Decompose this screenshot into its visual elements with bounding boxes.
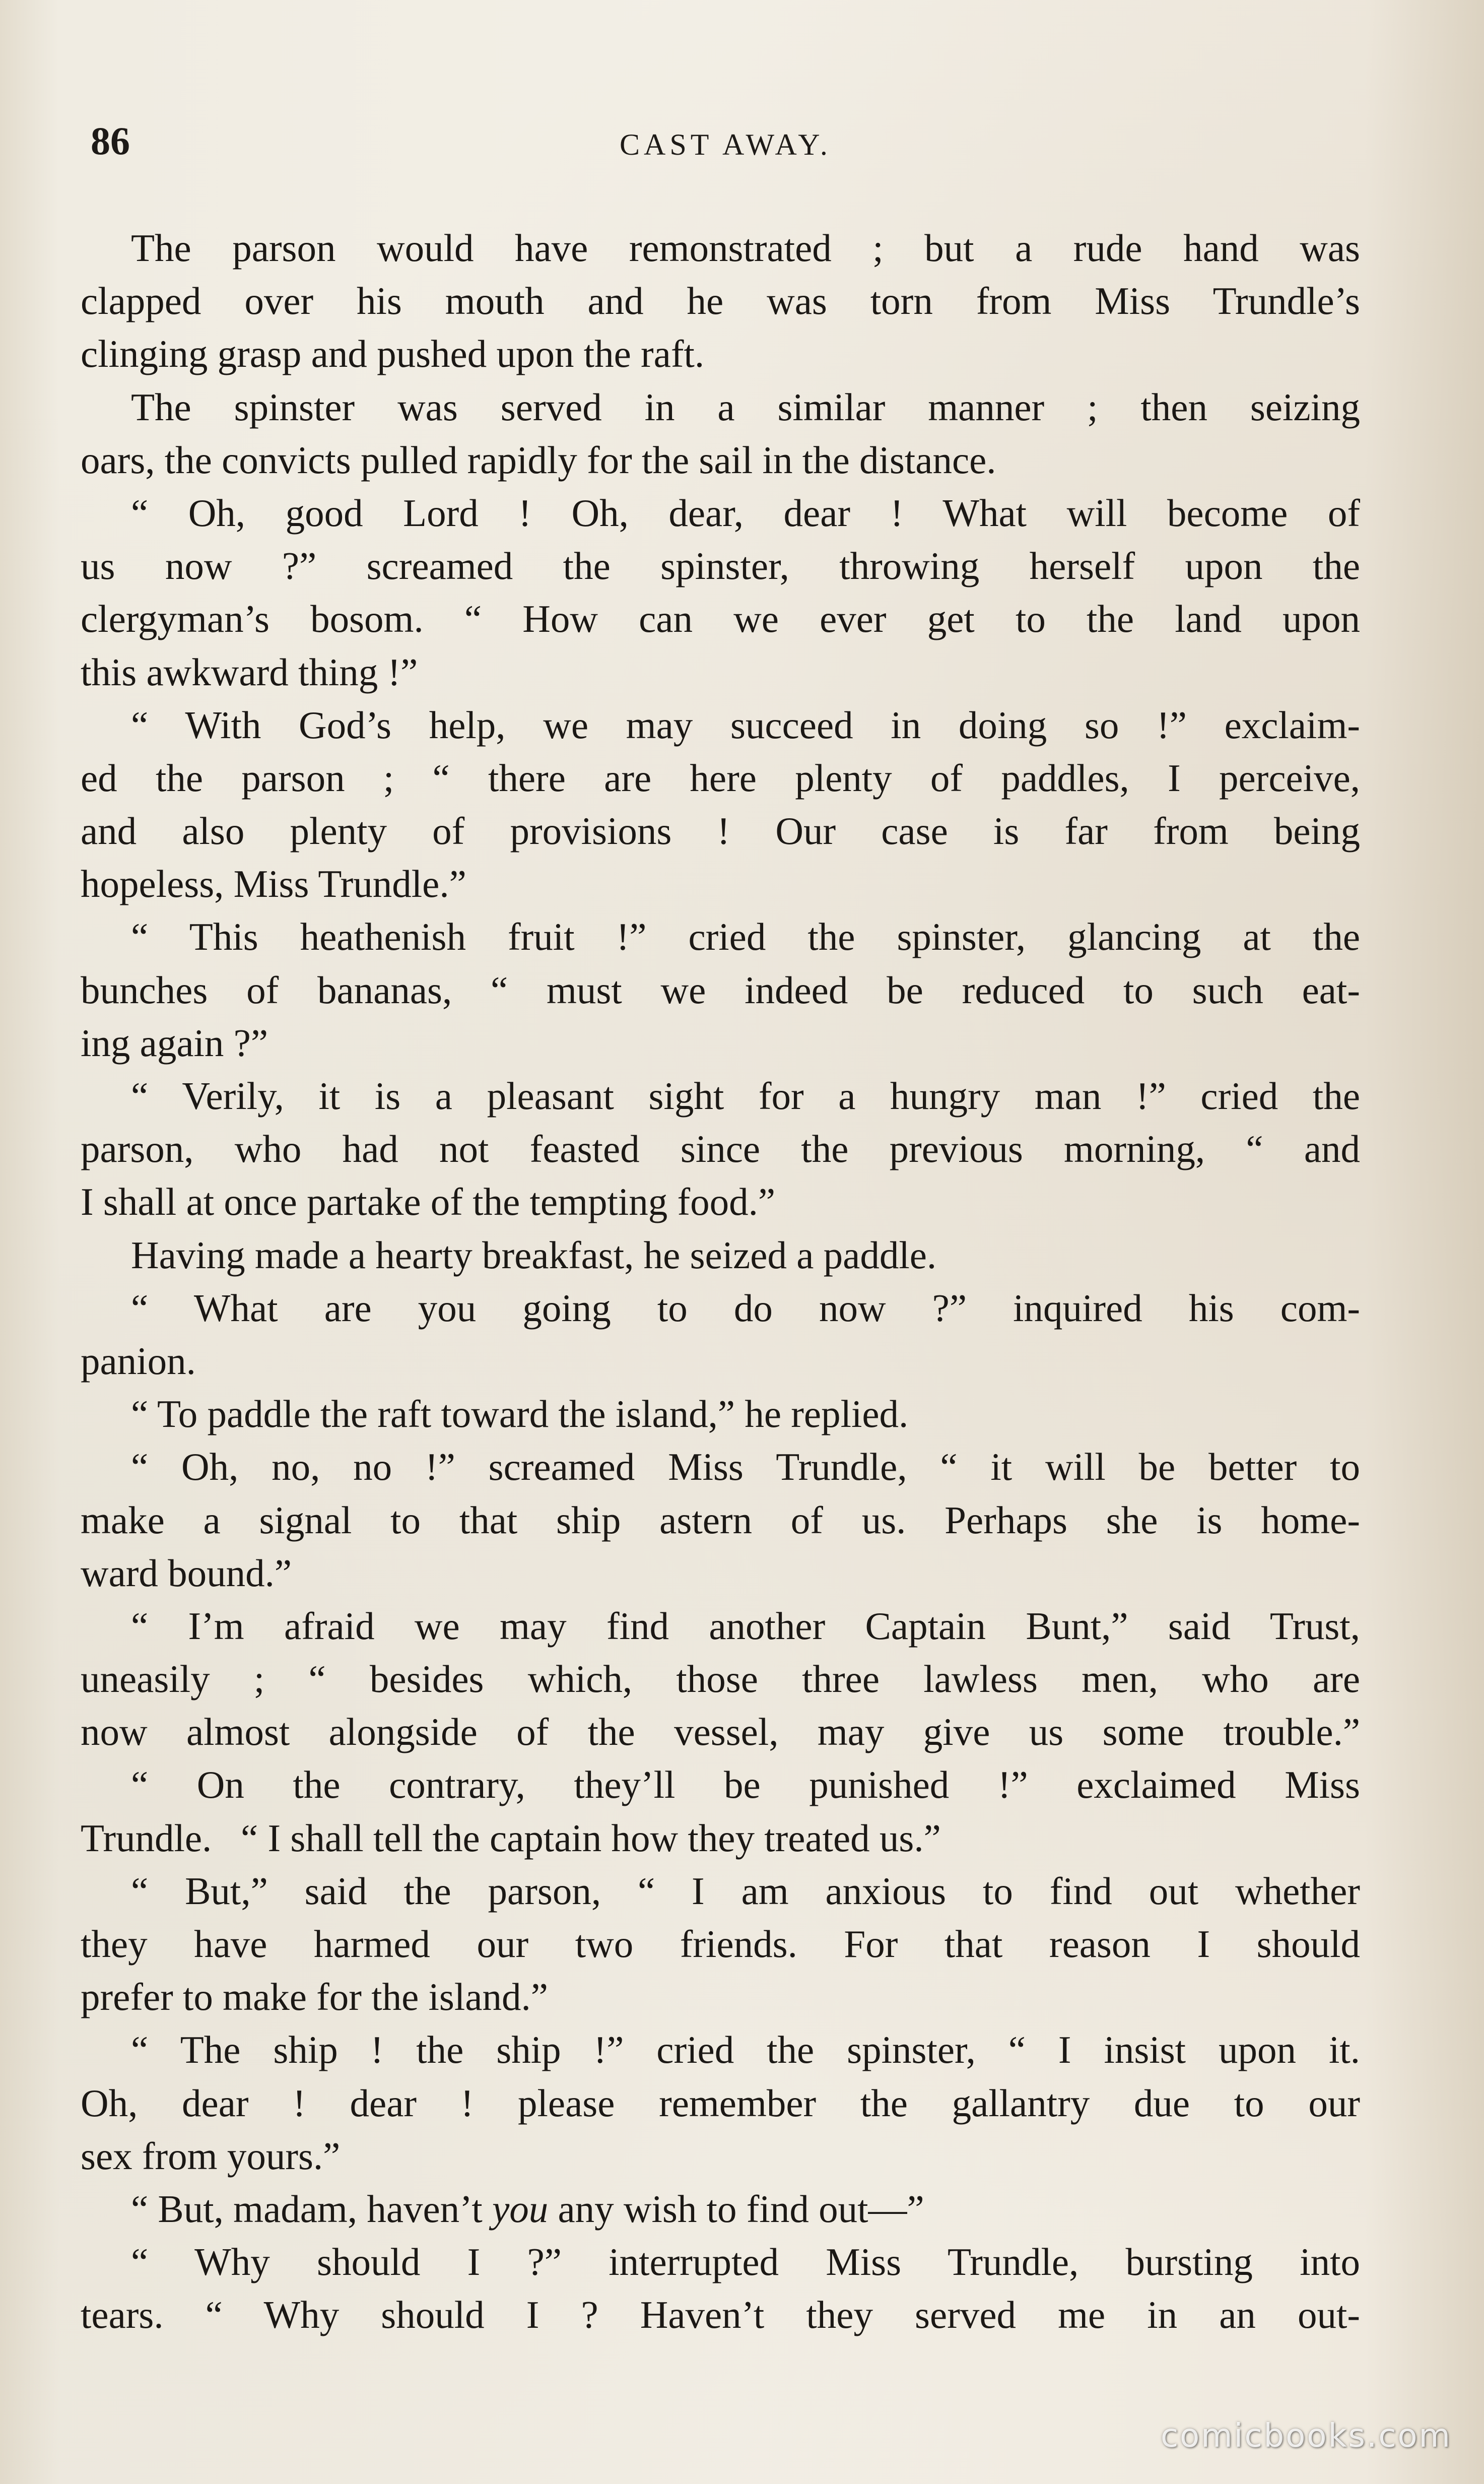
text-line xyxy=(81,2077,1360,2130)
text-line xyxy=(81,1547,1360,1600)
page-number: 86 xyxy=(91,119,130,163)
text-line xyxy=(81,1017,1360,1070)
text-line xyxy=(81,434,1360,487)
text-line xyxy=(81,328,1360,380)
text-line-content: “ I’m afraid we may find another Captain Bunt,” said Trust, xyxy=(131,1604,1360,1648)
text-line xyxy=(81,1388,1360,1441)
text-line-content: clapped over his mouth and he was torn from Miss Trundle’s xyxy=(81,279,1360,323)
text-line-content: “ But,” said the parson, “ I am anxious to find out whether xyxy=(131,1869,1360,1913)
text-line-content: The parson would have remonstrated ; but a rude hand was xyxy=(131,226,1360,270)
text-line xyxy=(81,805,1360,858)
text-line-content: oars, the convicts pulled rapidly for the sail in the distance. xyxy=(81,438,996,482)
text-line xyxy=(81,2183,1360,2236)
text-line xyxy=(81,275,1360,328)
text-line xyxy=(81,1494,1360,1547)
text-line-content: “ The ship ! the ship !” cried the spinster, “ I insist upon it. xyxy=(131,2028,1360,2072)
text-line-content: “ What are you going to do now ?” inquired his com- xyxy=(131,1286,1360,1330)
text-line-content: ing again ?” xyxy=(81,1021,268,1065)
text-line-content: and also plenty of provisions ! Our case is far from being xyxy=(81,809,1360,853)
text-line xyxy=(81,1070,1360,1123)
text-line-content: “ Verily, it is a pleasant sight for a hungry man !” cried the xyxy=(131,1074,1360,1118)
text-line-content: panion. xyxy=(81,1339,196,1383)
running-title: CAST AWAY. xyxy=(620,128,832,161)
text-line-content: “ Why should I ?” interrupted Miss Trundle, bursting into xyxy=(131,2240,1360,2284)
text-line-content: prefer to make for the island.” xyxy=(81,1975,548,2019)
text-line xyxy=(81,1865,1360,1918)
text-line xyxy=(81,1282,1360,1335)
text-line-content: “ Oh, no, no !” screamed Miss Trundle, “ it will be better to xyxy=(131,1445,1360,1489)
text-line-content: uneasily ; “ besides which, those three lawless men, who are xyxy=(81,1657,1360,1701)
text-line xyxy=(81,699,1360,752)
text-line-content: “ On the contrary, they’ll be punished !” exclaimed Miss xyxy=(131,1763,1360,1807)
text-line xyxy=(81,646,1360,699)
text-line-content: ed the parson ; “ there are here plenty of paddles, I perceive, xyxy=(81,756,1360,800)
text-line-content: Oh, dear ! dear ! please remember the gallantry due to our xyxy=(81,2081,1360,2125)
text-line xyxy=(81,2023,1360,2076)
text-line xyxy=(81,1653,1360,1706)
text-line xyxy=(81,593,1360,645)
text-line-content: I shall at once partake of the tempting food.” xyxy=(81,1180,776,1224)
text-line xyxy=(81,2236,1360,2289)
text-line xyxy=(81,2289,1360,2341)
text-line xyxy=(81,910,1360,963)
text-line-content: Trundle. “ I shall tell the captain how they treated us.” xyxy=(81,1816,941,1860)
text-line-content: clinging grasp and pushed upon the raft. xyxy=(81,332,705,376)
text-line-content: “ This heathenish fruit !” cried the spinster, glancing at the xyxy=(131,915,1360,959)
text-line-content: “ But, madam, haven’t you any wish to find out—” xyxy=(131,2187,924,2231)
text-line xyxy=(81,381,1360,434)
page-header xyxy=(91,118,1380,179)
text-line-content: Having made a hearty breakfast, he seized a paddle. xyxy=(131,1233,937,1277)
text-line xyxy=(81,1123,1360,1175)
text-line-content: make a signal to that ship astern of us. Perhaps she is home- xyxy=(81,1498,1360,1542)
text-line xyxy=(81,540,1360,593)
text-line xyxy=(81,1918,1360,1971)
text-line xyxy=(81,1812,1360,1865)
text-line-content: this awkward thing !” xyxy=(81,650,418,694)
body-text xyxy=(81,222,1360,2342)
text-line xyxy=(81,1335,1360,1388)
text-line-content: clergyman’s bosom. “ How can we ever get to the land upon xyxy=(81,597,1360,641)
text-line xyxy=(81,1706,1360,1758)
text-line-content: “ With God’s help, we may succeed in doing so !” exclaim- xyxy=(131,703,1360,747)
watermark: comicbooks.com xyxy=(1160,2417,1452,2455)
text-line-content: “ Oh, good Lord ! Oh, dear, dear ! What will become of xyxy=(131,491,1360,535)
text-line xyxy=(81,1229,1360,1282)
text-line xyxy=(81,1175,1360,1228)
text-line xyxy=(81,487,1360,540)
text-line-content: they have harmed our two friends. For that reason I should xyxy=(81,1922,1360,1966)
text-line xyxy=(81,222,1360,275)
text-line xyxy=(81,752,1360,805)
text-line xyxy=(81,1758,1360,1811)
text-line-content: “ To paddle the raft toward the island,” he replied. xyxy=(131,1392,909,1436)
text-line xyxy=(81,1971,1360,2023)
text-line xyxy=(81,964,1360,1017)
text-line xyxy=(81,1600,1360,1653)
text-line-content: tears. “ Why should I ? Haven’t they served me in an out- xyxy=(81,2293,1360,2337)
text-line xyxy=(81,1441,1360,1493)
text-line-content: now almost alongside of the vessel, may give us some trouble.” xyxy=(81,1710,1360,1754)
text-line-content: us now ?” screamed the spinster, throwing herself upon the xyxy=(81,544,1360,588)
text-line xyxy=(81,2130,1360,2183)
text-line-content: hopeless, Miss Trundle.” xyxy=(81,862,466,906)
text-line-content: The spinster was served in a similar manner ; then seizing xyxy=(131,385,1360,429)
text-line-content: parson, who had not feasted since the previous morning, “ and xyxy=(81,1127,1360,1171)
text-line-content: bunches of bananas, “ must we indeed be reduced to such eat- xyxy=(81,968,1360,1012)
text-line-content: sex from yours.” xyxy=(81,2134,341,2178)
text-line xyxy=(81,858,1360,910)
text-line-content: ward bound.” xyxy=(81,1551,292,1595)
